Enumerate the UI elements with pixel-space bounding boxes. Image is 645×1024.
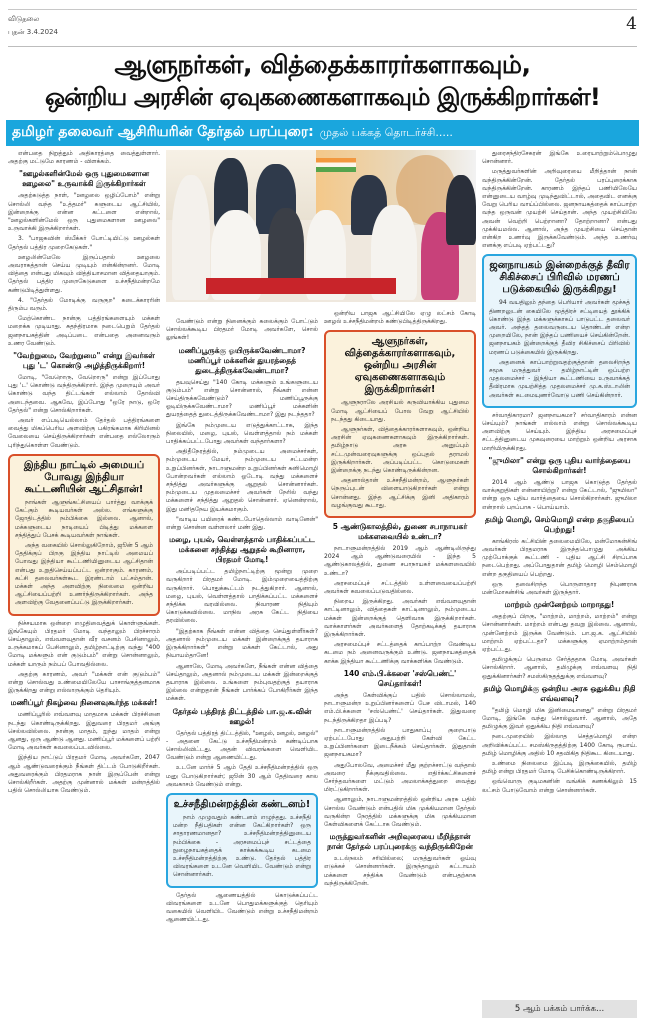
paragraph: அதனால்தான் உச்சநீதிமன்றம், ஆளுநர்கள் நெருப்புடன் விளையாடுகிறார்கள் என்று சொன்னது. இந்த ஆட்சிக்கு இனி அதிகாரம் வழங்குவது கூடாது. — [331, 477, 469, 509]
paragraph: நிறைய இருக்கிறது. அவர்கள் எவ்வளவுதான் காட்டினாலும், வித்தைகள் காட்டினாலும், நம்முடைய மக்கள் இன்றைக்குத் தெளிவாக இருக்கிறார்கள். வாக்காளர்கள் அவர்களைத் தோற்கடிக்கத் தயாராக இருக்கிறார்கள். — [324, 598, 476, 639]
box-title: உச்சநீதிமன்றத்தின் கண்டனம்! — [173, 798, 311, 810]
subheading: மழை, புயல், வெள்ளத்தால் பாதிக்கப்பட்ட மக்களை சந்தித்து ஆறுதல் கூறினாரா, பிரதமர் மோடி! — [169, 535, 315, 565]
subheading: மணிப்பூருக்கு ஓயிருக்கவேண்டாமா? மணிப்பூர் மக்களின் துயரத்தைத் துடைத்திருக்கவேண்டாமா? — [178, 345, 306, 375]
paragraph: "தமிழ் மொழி மிக இனிமையானது" என்று பிரதமர் மோடி, இங்கே வந்து சொல்லுவார். ஆனால், அதே தமிழுக்கு இவர் ஒதுக்கிய நிதி எவ்வளவு? — [482, 706, 637, 731]
paragraph: ஒவ்வொரு குடிமகனின் வங்கிக் கணக்கிலும் 15 லட்சம் போடுவோம் என்று சொன்னார்கள். — [482, 778, 637, 794]
subheading: "ஊழல்களின்மேல் ஒரு புதுமைகளான ஊழலை" உருவாக்கி இருக்கிறார்கள் — [19, 169, 149, 189]
paragraph: அவர் எப்படியெல்லாம் தேர்தல் பத்திரங்களை வைத்து மிகப்பெரிய அளவிற்கு பகிரங்கமாக கிரிமினல் வேலையை செய்திருக்கிறார்கள் என்பதை எல்லோரும் புரிந்துகொள்ள வேண்டும். — [8, 417, 160, 449]
box-title: இந்திய நாட்டில் அமையப் போவது இந்தியா கூட்டணியின் ஆட்சிதான்! — [23, 459, 145, 495]
paragraph: ஆளுநராலே அரசியல் கருவியாக்கிய புதுமை மோடி ஆட்சியைப் போல வேறு ஆட்சியில் நடந்தது கிடையாது. — [331, 399, 469, 423]
paragraph: நாடாளுமன்றத்தில் 2019 ஆம் ஆண்டிலிருந்து 2024 ஆம் ஆண்டுவரையில் - இந்த 5 ஆண்டுகாலத்தில், துணை சபாநாயகர் மக்களவையில் உண்டா? — [324, 545, 476, 577]
paragraph: உண்மை நிலைமை இப்படி இருக்கையில், தமிழ் தமிழ் என்று பிரதமர் மோடி பேசிக்கொண்டிருக்கிறார். — [482, 759, 637, 776]
paragraph: அதுபோலவே, அமைச்சர் மீது குற்றச்சாட்டு வந்தால் அவரை நீக்குவதில்லை. எதிர்க்கட்சிகளைச் சேர்ந்தவர்களை மட்டும் அமலாக்கத்துறை வைத்து மிரட்டுகிறார்கள். — [324, 761, 476, 794]
paragraph: ஒரு தலைசிறந்த பொருளாதார நிபுணராக மன்மோகன்சிங் அவர்கள் இருந்தார். — [482, 580, 637, 596]
highlight-box-democracy — [482, 254, 637, 407]
paragraph: நாம் முழுவதும் கண்டனம் எழுந்தது. உச்சநீதி மன்ற நீதிபதிகள் என்ன கேட்கிறார்கள்? ஒரு சாதாரணமானதா? உச்சநீதிமன்றத்தினுடைய நம்பிக்கை - அரசமைப்புச் சட்டத்தை நுழைநாயகத்தைக் காக்கக்கூடிய கடமை உச்சநீதிமன்றத்திற்கு உண்டு. தேர்தல் பத்திர விவரங்களை உடனே வெளியிட வேண்டும் என்று சொன்னார்கள். — [173, 813, 311, 879]
subheading: தேர்தல் பத்திரத் திட்டத்தில் பா.ஜ.க.வின் ஊழல்! — [172, 706, 312, 726]
paragraph: நடைமுறையில் இல்லாத செத்தமொழி என்ற அறிவிக்கப்பட்ட சமஸ்கிருதத்திற்கு 1400 கோடி ரூபாய். தமிழ் மொழிக்கு அதில் 10 சதவிகித நிதிகூட கிடையாது. — [482, 733, 637, 757]
box-title: ஆளுநர்கள், வித்தைக்காரர்களாகவும், ஒன்றிய அரசின் ஏவுகணைகளாகவும் இருக்கிறார்கள்! — [344, 336, 456, 396]
highlight-box-supreme-court — [166, 793, 318, 888]
paragraph: மேற்கொண்ட நான்கு பத்திரங்களையும் மக்கள் மறைக்க முடியாது. சுதந்திரமாக நடைபெறும் தேர்தல் ஜனநாயகத்தின் அடிப்படை என்பதை அனைவரும் உணர வேண்டும். — [8, 315, 160, 347]
paragraph: 3. "பாஜகவின் ஸ்பீக்கர் போட்டியிட்டு ஊழல்கள் தேர்தல் பத்திர முறைகேடுகள்." — [8, 235, 160, 251]
paragraph: 4. "தேர்தல் மோடிக்கு வருகுற" கடைக்காரரின் திரும்ப வரும். — [8, 296, 160, 313]
paragraph: தயவுசெய்து "140 கோடி மக்களும் உங்களுடைய குடும்பம்" என்று சொன்னால், நீங்கள் என்ன செய்திருக்கவேண்டும்? மணிப்பூருக்கு ஓடியிருக்கவேண்டாமா? மணிப்பூர் மக்களின் துயரத்தைத் துடைத்திருக்கவேண்டாமா? இது நடந்ததா? — [166, 378, 318, 419]
paragraph: துரைசந்திரசேகரன் இங்கே உரையாற்றும்பொழுது சொன்னார். — [482, 150, 637, 166]
subheading: மணிப்பூர் நிகழ்வை நினைவுகூர்ந்த மக்கள்! — [10, 698, 158, 708]
flag-stripe — [316, 158, 356, 172]
paragraph: அந்த கேள்விக்குப் பதில் சொல்லாமல், நாடாளுமன்ற உறுப்பினர்களைப் பேச விடாமல், 140 எம்.பி.க்களை 'சஸ்பெண்ட்' செய்தார்கள். இதுவரை நடந்திருக்கிறதா இப்படி? — [324, 691, 476, 724]
paper-date: புதன் 3.4.2024 — [8, 28, 58, 36]
headline-line-2: ஒன்றிய அரசின் ஏவுகணைகளாகவும் இருக்கிறார்கள்! — [44, 83, 600, 111]
paragraph: நாங்கள் ஆளுங்கட்சியைப் பார்த்து வாக்குக் கேட்கும் கூடியவர்கள் அல்ல. எங்களுக்கு ஜோதிடத்தில் நம்பிக்கை இல்லை. ஆனால், மக்களுடைய நாடியைப் பிடித்து மக்களை சந்தித்துப் பேசக் கூடியவர்கள் நாங்கள். — [15, 498, 153, 539]
person-figure — [172, 175, 210, 300]
paragraph: காங்கிரஸ் கட்சியின் தலைமையிலே, மன்மோகன்சிங் அவர்கள் பிரதமராக இருந்தபொழுது அக்கிய முற்போக்குக் கூட்டணி - புதிய ஆட்சி சிறப்பாக நடைபெற்றது. அப்போதுதான் தமிழ் மொழி செம்மொழி என்ற தகுதியைப் பெற்றது. — [482, 537, 637, 578]
headline-line-1: ஆளுநர்கள், வித்தைக்காரர்களாகவும், — [114, 50, 531, 79]
paragraph: உடல்நலம் சரியில்லை; மருத்துவர்கள் ஓய்வு எடுக்கச் சொன்னார்கள். இருந்தாலும் கட்டாயம் மக்களை சந்திக்க வேண்டும் என்பதற்காக வந்திருக்கிறேன். — [324, 855, 476, 887]
paragraph: அதற்கடுத்த நாள், "ஊழலை ஒழிப்போம்" என்று சொல்லி வந்த "உத்தமர்" களுடைய ஆட்சியில், இன்றைக்கு என்ன கட்டளை என்றால், "ஊழல்களின்மேல் ஒரு புதுமைகளான ஊழலை" உருவாக்கி இருக்கிறார்கள். — [8, 192, 160, 233]
news-photo — [166, 150, 476, 302]
paragraph: இங்கே நம்முடைய எடுத்துக்காட்டாக, இந்த நிலையில், மழை, புயல், வெள்ளத்தால் நம் மக்கள் பாதிக்கப்பட்டபோது அவர்கள் வந்தார்களா? — [166, 421, 318, 446]
paragraph: தமிழுக்குப் பெருமை சேர்த்ததாக மோடி அவர்கள் சொல்கிறார். ஆனால், தமிழுக்கு எவ்வளவு நிதி ஒதுக்கினார்கள்? சமஸ்கிருதத்துக்கு எவ்வளவு? — [482, 656, 637, 680]
paragraph: வேண்டும் என்று நினைக்கும் கலைக்கும் போட்டும் சொல்லக்கூடிய பிரதமர் மோடி அவர்களே, சொல் லுங்கள்! — [166, 318, 318, 342]
person-figure — [268, 208, 304, 288]
paragraph: உடனே மார்ச் 5 ஆம் தேதி உச்சநீதிமன்றத்தில் ஒரு மனு போடுகிறார்கள்; ஜூன் 30 ஆம் தேதிவரை கால அவகாசம் வேண்டும் என்று. — [166, 764, 318, 788]
paragraph: மணிப்பூரில் எவ்வளவு மாதமாக மக்கள் பிரச்சினை நடந்து கொண்டிருக்கிறது. இதுவரை பிரதமர் அங்கு செல்லவில்லை. நான்கு மாதம், ஐந்து மாதம் என்று ஆனது, ஒரு ஆண்டு ஆனது. மணிப்பூர் மக்களைப் பற்றி மோடி அவர்கள் கவலைப்படவில்லை. — [8, 711, 160, 752]
highlight-box-governors — [324, 330, 476, 518]
paragraph: நிச்சயமாக ஒன்றை எழுதிவைத்துக் கொள்ளுங்கள். இங்கேயும் பிரதமர் மோடி வந்தாலும் பிரச்சாரம் செய்தாலும், எவ்வளவுதான் வீர வசனம் பேசினாலும், உருக்கமாகப் பேசினாலும், தமிழ்நாட்டிற்கு வந்து "400 மோடி மக்களும் என் குடும்பம்" என்று சொன்னாலும், மக்கள் யாரும் நம்பப் போவதில்லை. — [8, 619, 160, 668]
paragraph: ஊழலின்மேலே இருப்பதால் ஊழலை அவராகத்தான் செய்ய முடியும் என்கின்றனர். மோடி வித்தை என்பது மிகவும் வித்தியாசமான வித்தையாகும். தேர்தல் பத்திர முறைகேடுகளை உச்சநீதிமன்றமே கண்டுபிடித்துள்ளது. — [8, 253, 160, 294]
paragraph: அதிதீநேரத்தில், நம்முடைய அமைச்சர்கள், நம்முடைய மேயர், நம்முடைய சட்டமன்ற உறுப்பினர்கள், நாடாளுமன்ற உறுப்பினர்கள் கனிமொழி போன்றவர்கள் எல்லாம் ஓடோடி வந்து மக்களைச் சந்தித்து அவர்களுக்கு ஆறுதல் சொன்னார்கள். நம்முடைய முதலமைச்சர் அவர்கள் நேரில் வந்து மக்களைச் சந்தித்து ஆறுதல் சொன்னார். ஏனென்றால், இது மனிதநேய இயக்கமாகும். — [166, 448, 318, 513]
continued-on-page-5-link[interactable]: 5 ஆம் பக்கம் பார்க்க... — [482, 1000, 637, 1018]
highlight-box-india-alliance — [8, 454, 160, 616]
paragraph: தேர்தல் பத்திரத் திட்டத்தில், "ஊழல், ஊழல், ஊழல்" - அதனை கேட்டு உச்சநீதிமன்றம் கண்டிப்பாக சொல்லிவிட்டது. அதன் விவரங்களை வெளியிட வேண்டும் என்று ஆணையிட்டது. — [166, 729, 318, 762]
paragraph: இந்திய நாட்டுப் பிரதமர் மோடி அவர்களே, 2047 ஆம் ஆண்டுவரைக்கும் நீங்கள் திட்டம் போடுகிறீர்கள். அதுவரைக்கும் பிரதமராக நான் இருப்பேன் என்று சொல்கிறீர்கள். அதற்கு முன்னால் மக்கள் மன்றத்தில் பதில் சொல்லியாக வேண்டும். — [8, 754, 160, 795]
subheading: 5 ஆண்டுகாலத்தில், துணை சபாநாயகர் மக்களவையில் உண்டா? — [332, 522, 468, 542]
paragraph: அந்த வகையில் சொல்லுகிறோம், ஜூன் 5 ஆம் தேதிக்குப் பிறகு இந்திய நாட்டில் அமையப் போவது இந்தியா கூட்டணியினுடைய ஆட்சிதான் என்பது உறுதிசெய்யப்பட்ட ஒன்றாகும். காரணம், கட்சி தலைவர்கள்கூட இரண்டாம் பட்சம்தான். மக்கள் அந்த அளவிற்கு நிலைமை ஒன்றிய ஆட்சியைப்பற்றி உணர்ந்திருக்கிறார்கள். அந்த அளவிற்கு வேதனைப்பட்டு இருக்கிறார்கள். — [15, 541, 153, 607]
page-number: 4 — [626, 14, 637, 34]
paragraph: ஒன்றிய பாஜக ஆட்சியிலே ஏழு லட்சம் கோடி ஊழல் உச்சநீதிமன்றம் கண்டுபிடித்திருக்கிறது. — [324, 310, 476, 326]
paragraph: அரசமைப்புச் சட்டத்தைக் காப்பாற்ற வேண்டிய கடமை நம் அனைவருக்கும் உண்டு. ஜனநாயகத்தைக் காக்க இந்தியா கூட்டணிக்கு வாக்களிக்க வேண்டும். — [324, 641, 476, 665]
subheading: "ஜுமிலா" என்று ஒரு புதிய வார்த்தையை சொல்கிறார்கள்! — [488, 455, 631, 475]
subheading: தமிழ் மொழிக்கு ஒன்றிய அரசு ஒதுக்கிய நிதி எவ்வளவு? — [483, 683, 636, 703]
paragraph: ஆனாலும், நாடாளுமன்றத்தில் ஒன்றிய அரசு பதில் சொல்ல வேண்டும் என்பதில் மிக முக்கியமான தேர்தல் வருகின்ற நேரத்தில் மக்களுக்கு மிக முக்கியமான கேள்விகளைக் கேட்டாக வேண்டும். — [324, 796, 476, 828]
paragraph: அதற்கு காரணம், அவர் "மக்கள் என் குடும்பம்" என்று சொல்வது உண்மையிலேயே பாசாங்குத்தனமாக இருக்கிறது என்று எல்லாருக்கும் தெரியும். — [8, 670, 160, 695]
stage-table — [206, 278, 396, 294]
box-title: ஜனநாயகம் இன்றைக்குத் தீவிர சிகிச்சைப் பிரிவில் மரணப் படுக்கையில் இருக்கிறது! — [489, 260, 630, 296]
paragraph: சர்வாதிகாரமா? ஜனநாயகமா? சர்வாதிகாரம் என்ன செய்யும்? நாங்கள் எல்லாம் என்று சொல்லக்கூடிய அளவிற்கு செய்யும். இந்திய அரசமைப்புச் சட்டத்தினுடைய முகவுரையை மாற்றும் ஒன்றிய அரசாக மாறியிருக்கிறது. — [482, 411, 637, 452]
person-figure — [446, 175, 476, 245]
paper-name: விடுதலை — [8, 15, 40, 23]
subheading: மருத்துவர்களின் அறிவுரையை மீறித்தான் நான் தேர்தல் பரப்புரைக்கு வந்திருக்கிறேன் — [327, 832, 473, 852]
banner-title: தமிழர் தலைவர் ஆசிரியரின் தேர்தல் பரப்புரை: — [12, 124, 314, 140]
paragraph: அப்படிப்பட்ட தமிழ்நாட்டிற்கு மூன்று முறை வருகிறார் பிரதமர் மோடி. இம்முறையைத்திற்கு வருகிறார். பொதுக்கூட்டம் நடத்துகிறார். ஆனால், மழை, புயல், வெள்ளத்தால் பாதிக்கப்பட்ட மக்களைச் சந்திக்க வரவில்லை. நிவாரண நிதியும் கொடுக்கவில்லை. மாநில அரசு கேட்ட நிதியை தரவில்லை. — [166, 568, 318, 625]
paragraph: "இதற்காக நீங்கள் என்ன வித்தை செய்துள்ளீர்கள்? அதனால் நம்முடைய மக்கள் இன்றைக்குத் தயாராக இருக்கிறார்கள்" என்று மக்கள் கேட்டால், அது நியாயம்தானே! — [166, 627, 318, 660]
subheading: 140 எம்.பி.க்களை 'சஸ்பெண்ட்' செய்தார்கள்! — [343, 668, 457, 688]
paragraph: அரசமைப்புச் சட்டத்தில் உள்ளவையைப்பற்றி அவர்கள் கவலைப்படுவதில்லை. — [324, 579, 476, 596]
paragraph: மோடி, "வேறொரு, வேறொரு" என்று இப்போது புது 'ட' கொண்டு வந்திருக்கிறார். இந்த முறையும் அவர் கொண்டு வந்த திட்டங்கள் எல்லாம் தோல்வி அடைந்தவை. ஆகவே, இப்போது "ஒரே நாடு, ஒரே தேர்தல்" என்று சொல்கிறார்கள். — [8, 374, 160, 414]
article-column-4 — [482, 150, 637, 1015]
banner-subtitle: முதல் பக்கத் தொடர்ச்சி..... — [319, 125, 453, 139]
paragraph: "வாடிய பயிரைக் கண்டபோதெல்லாம் வாடினேன்" என்று சொன்ன வள்ளலார் மண் இது. — [166, 515, 318, 532]
section-banner — [6, 120, 639, 146]
paragraph: தேர்தல் ஆணையத்தில் கொடுக்கப்பட்ட விவரங்களை உடனே பொதுமக்களுக்குத் தெரியும் வகையில் வெளியிட வேண்டும் என்று உச்சநீதிமன்றம் ஆணையிட்டது. — [166, 891, 318, 924]
main-headline — [6, 48, 639, 114]
article-column-3 — [324, 310, 476, 1015]
article-column-1 — [8, 150, 160, 1015]
paragraph: அதற்குப் பிறகு, "மாற்றம், மாற்றம், மாற்றம்" என்று சொன்னார்கள். மாற்றம் என்பது தவறு இல்லை. ஆனால், முன்னேற்றம் இருக்க வேண்டும். பா.ஜ.க. ஆட்சியில் மாற்றம் ஏற்பட்டதா? மக்களுக்கு ஏமாற்றம்தான் ஏற்பட்டது. — [482, 613, 637, 653]
subheading: மாற்றம் முன்னேற்றம் மாறாதது! — [504, 600, 615, 610]
paragraph: நாடாளுமன்றத்தில் பாதுகாப்பு குறைபாடு ஏற்பட்டபோது அதுபற்றி கேள்வி கேட்ட உறுப்பினர்களை இடைநீக்கம் செய்தார்கள். இதுதான் ஜனநாயகமா? — [324, 726, 476, 759]
subheading: தமிழ் மொழி, செம்மொழி என்ற தகுதியைப் பெற்றது! — [485, 514, 634, 534]
paragraph: என்பதை நிறுத்தும் அதிகாரத்தை வைத்துள்ளார். அதற்கு மட்டுமே காரணம் - விளக்கம். — [8, 150, 160, 166]
masthead — [8, 12, 637, 47]
article-column-2 — [166, 318, 318, 1015]
paragraph: மருத்துவர்களின் அறிவுரையை மீறித்தான் நான் வந்திருக்கின்றேன். தேர்தல் பரப்புரைக்காக வந்திருக்கின்றேன். காரணம் இந்தப் பணியிலேயே என்னுடைய வாழ்வு முடிந்துவிட்டால், அதைவிட எனக்கு வேறு பெரிய வாய்ப்பில்லை. ஜனநாயகத்தைக் காப்பாற்ற வந்த ஒருவன் முயற்சி செய்தான். அந்த முயற்சியிலே அவன் வெற்றி பெற்றானா? தோற்றானா? என்பது முக்கியமல்ல. ஆனால், அந்த முயற்சியை செய்தான் என்கிற உணர்வு இருக்கவேண்டும். அந்த உணர்வு எனக்கு எப்படி ஏற்பட்டது? — [482, 168, 637, 250]
subheading: "வேற்றுமை, வேற்றுமை" என்று இவர்கள் புது 'ட' கொண்டு அழித்திருக்கிறார்! — [13, 351, 155, 371]
paragraph: அதனைக் காப்பாற்றுவதற்குத்தான் தலைசிறந்த சமூக மருத்துவர் - தமிழ்நாட்டின் ஒப்பற்ற முதலமைச்சர் - இந்தியா கூட்டணியை உருவாக்கத் தீவிரமாக முயற்சித்த முதலமைச்சர் மு.க.ஸ்டாலின் அவர்கள் கடமையுணர்வோடு பணி செய்கின்றார். — [489, 358, 630, 399]
paragraph: 94 வயதிலும் தந்தை பெரியார் அவர்கள் மூச்சுத் திணறலுடன் கையிலே மூத்திரச் சட்டியைத் தூக்கிக் கொண்டு இந்த மக்களுக்காகப் பாடுபட்ட தலைவர் அவர். அந்தத் தலைவருடைய தொண்டன் என்ற முறையிலே, நான் இந்தப் பணியைச் செய்கின்றேன். ஜனநாயகம் இன்றைக்குத் தீவிர சிகிச்சைப் பிரிவில் மரணப் படுக்கையில் இருக்கிறது. — [489, 299, 630, 356]
paragraph: ஆனாலே, மோடி அவர்களே, நீங்கள் என்ன வித்தை செய்தாலும், அதனால் நம்முடைய மக்கள் இன்றைக்குத் தயாராக இல்லை. உங்களை நம்புவதற்குத் தயாராக இல்லை என்றுதான் நீங்கள் பார்க்கப் போகிறீர்கள் இந்த மக்கள். — [166, 662, 318, 703]
paragraph: 2014 ஆம் ஆண்டு பாஜக கொடுத்த தேர்தல் வாக்குறுதிகள் என்னாயிற்று? என்று கேட்டால், "ஜுமிலா" என்று ஒரு புதிய வார்த்தையை சொல்கிறார்கள். ஜுமிலா என்றால் பறப்பாக - பொய்யாம். — [482, 478, 637, 511]
paragraph: ஆளுநர்கள், வித்தைக்காரர்களாகவும், ஒன்றிய அரசின் ஏவுகணைகளாகவும் இருக்கிறார்கள். தமிழ்நாடு அரசு அனுப்பும் சட்டமுன்வரைவுகளுக்கு ஒப்புதல் தராமல் இருக்கிறார்கள். அப்படிப்பட்ட கொடுமைகள் இன்றைக்கு நடந்து கொண்டிருக்கின்றன. — [331, 426, 469, 475]
top-rule — [8, 9, 637, 10]
